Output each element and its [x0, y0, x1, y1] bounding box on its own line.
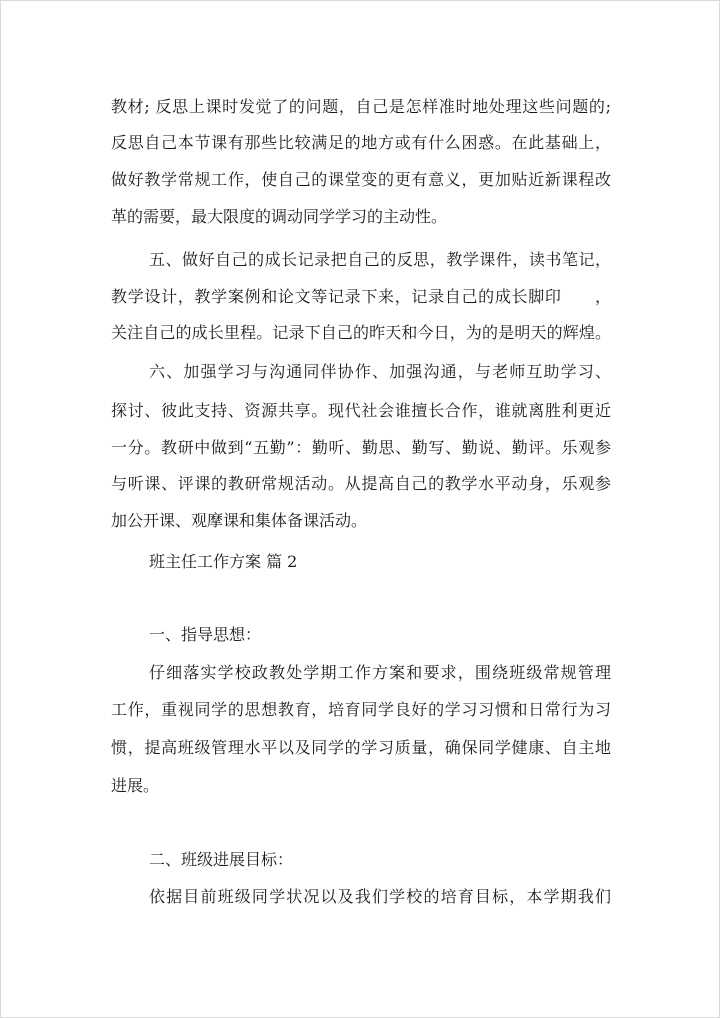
body-text-line: 仔细落实学校政教处学期工作方案和要求，围绕班级常规管理	[149, 663, 611, 682]
body-text-line: 教材; 反思上课时发觉了的问题，自己是怎样准时地处理这些问题的;	[111, 97, 611, 116]
body-text-line: 做好教学常规工作，使自己的课堂变的更有意义，更加贴近新课程改	[111, 170, 611, 189]
body-text-line: 依据目前班级同学状况以及我们学校的培育目标，本学期我们	[149, 887, 611, 906]
section-five-text: 五、做好自己的成长记录把自己的反思，教学课件，读书笔记，	[149, 250, 611, 269]
body-text-line: 进展。	[111, 776, 160, 795]
body-text-line: 加公开课、观摩课和集体备课活动。	[111, 511, 368, 530]
section-six-text: 六、加强学习与沟通同伴协作、加强沟通，与老师互助学习、	[149, 362, 611, 381]
body-text-line: 教学设计，教学案例和论文等记录下来，记录自己的成长脚印 ，	[111, 287, 611, 306]
body-text-line: 反思自己本节课有那些比较满足的地方或有什么困惑。在此基础上，	[111, 133, 611, 152]
body-text-line: 革的需要，最大限度的调动同学学习的主动性。	[111, 207, 448, 226]
body-text-line: 与听课、评课的教研常规活动。从提高自己的教学水平动身，乐观参	[111, 474, 611, 493]
body-text-line: 关注自己的成长里程。记录下自己的昨天和今日，为的是明天的辉煌。	[111, 323, 611, 342]
plan-title: 班主任工作方案 篇 2	[149, 552, 298, 571]
section-heading-class-goals: 二、班级进展目标：	[149, 850, 294, 869]
body-text-line: 探讨、彼此支持、资源共享。现代社会谁擅长合作，谁就离胜利更近	[111, 401, 611, 420]
section-heading-guiding-thought: 一、指导思想：	[149, 625, 262, 644]
body-text-line: 工作，重视同学的思想教育，培育同学良好的学习习惯和日常行为习	[111, 700, 611, 719]
body-text-line: 一分。教研中做到“五勤”：勤听、勤思、勤写、勤说、勤评。乐观参	[111, 438, 611, 457]
body-text-line: 惯，提高班级管理水平以及同学的学习质量，确保同学健康、自主地	[111, 738, 611, 757]
